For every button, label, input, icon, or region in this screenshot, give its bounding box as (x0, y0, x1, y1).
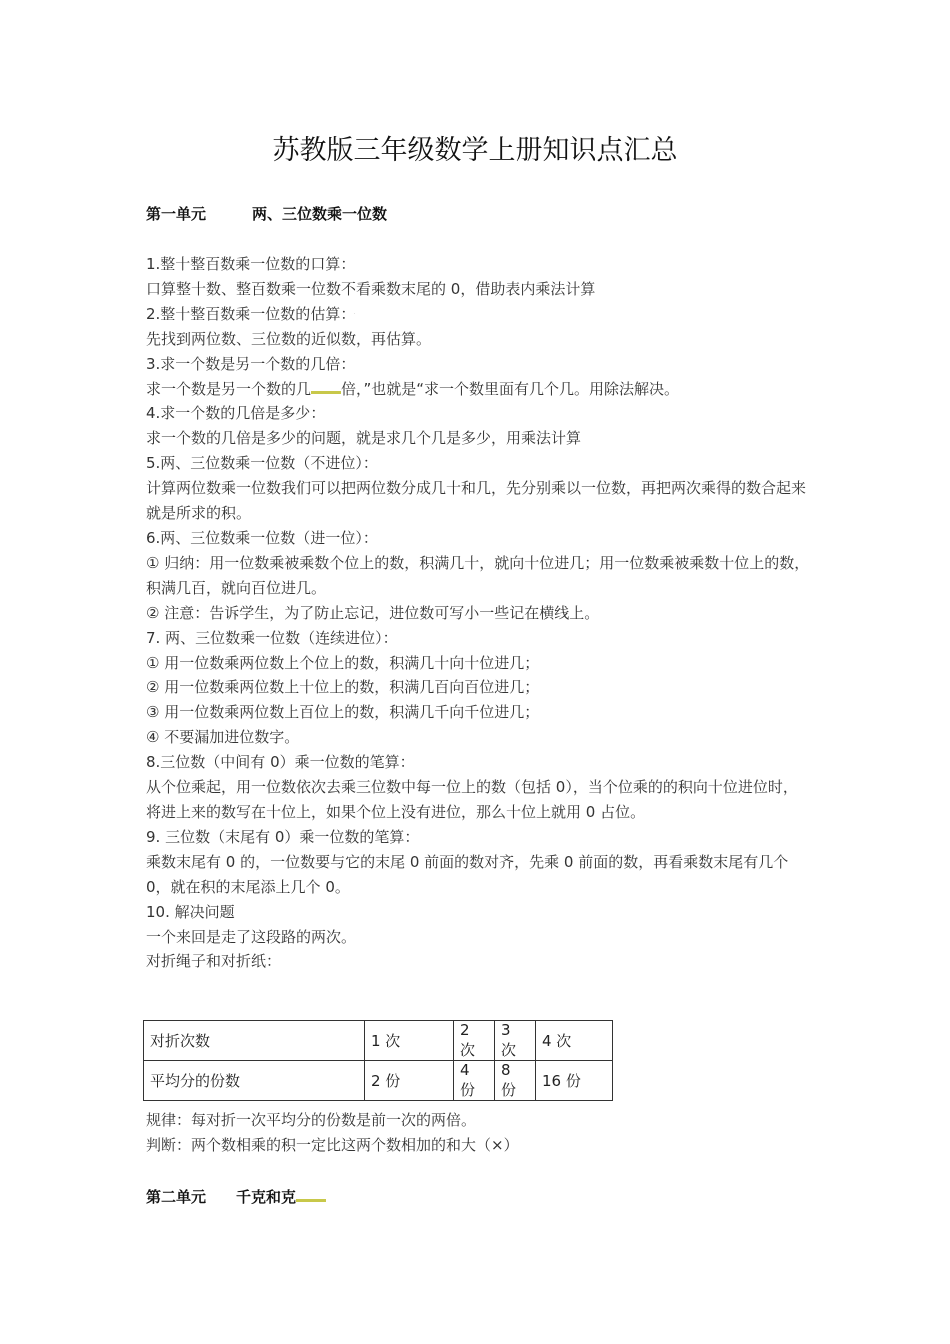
unit1-label: 第一单元 (146, 205, 207, 223)
fold-table (143, 1020, 613, 1101)
line-9: 5.两、三位数乘一位数（不进位）： (146, 454, 378, 473)
table-row (144, 1061, 613, 1101)
line-3: 2.整十整百数乘一位数的估算： · (146, 304, 356, 323)
unit2-name: 千克和克 (236, 1188, 297, 1206)
unit1-content (146, 252, 811, 974)
line-22: 乘数末尾有 0 的，一位数要与它的末尾 0 前面的数对齐，先乘 0 前面的数，再看乘数末尾有几个 0，就在积的末尾添上几个 0。 (146, 852, 789, 896)
unit1-name: 两、三位数乘一位数 (252, 205, 388, 223)
line-6: 求一个数是另一个数的几 倍，”也就是“求一个数里面有几个几。用除法解决。 (146, 379, 680, 398)
table-cell: 16 份 (536, 1061, 613, 1101)
document-title: 苏教版三年级数学上册知识点汇总 (272, 135, 678, 166)
table-cell: 8 份 (495, 1061, 536, 1101)
highlight-mark (296, 1187, 326, 1202)
line-12: ① 归纳：用一位数乘被乘数个位上的数，积满几十，就向十位进几；用一位数乘被乘数十位上的数，积满几百，就向百位进几。 (146, 553, 810, 597)
line-8: 求一个数的几倍是多少的问题，就是求几个几是多少，用乘法计算 (146, 429, 582, 448)
line-18: ④ 不要漏加进位数字。 (146, 728, 300, 747)
line-15: ① 用一位数乘两位数上个位上的数，积满几十向十位进几； (146, 653, 540, 672)
line-5: 3.求一个数是另一个数的几倍： (146, 354, 356, 373)
line-7: 4.求一个数的几倍是多少： (146, 404, 326, 423)
rule-line: 规律：每对折一次平均分的份数是前一次的两倍。 (146, 1111, 477, 1129)
table-cell: 2 次 (454, 1021, 495, 1061)
line-10: 计算两位数乘一位数我们可以把两位数分成几十和几，先分别乘以一位数，再把两次乘得的数合起来就是所求的积。 (146, 479, 807, 523)
table-cell: 2 份 (365, 1061, 454, 1101)
table-cell: 1 次 (365, 1021, 454, 1061)
line-2: 口算整十数、整百数乘一位数不看乘数末尾的 0，借助表内乘法计算 (146, 279, 596, 298)
table-cell: 平均分的份数 (144, 1061, 365, 1101)
line-4: 先找到两位数、三位数的近似数，再估算。 (146, 329, 432, 348)
table-cell: 3 次 (495, 1021, 536, 1061)
unit2-label: 第二单元 (146, 1188, 207, 1206)
unit1-heading (146, 203, 387, 224)
line-14: 7. 两、三位数乘一位数（连续进位）： (146, 628, 398, 647)
line-1: 1.整十整百数乘一位数的口算： (146, 255, 356, 273)
table-cell: 对折次数 (144, 1021, 365, 1061)
line-17: ③ 用一位数乘两位数上百位上的数，积满几千向千位进几； (146, 703, 540, 722)
judge-line: 判断：两个数相乘的积一定比这两个数相加的和大（×） (146, 1135, 519, 1154)
after-table-content (146, 1108, 811, 1158)
table-cell: 4 次 (536, 1021, 613, 1061)
line-16: ② 用一位数乘两位数上十位上的数，积满几百向百位进几； (146, 678, 540, 697)
line-13: ② 注意：告诉学生，为了防止忘记，进位数可写小一些记在横线上。 (146, 603, 600, 622)
unit2-heading (146, 1186, 326, 1207)
line-11: 6.两、三位数乘一位数（进一位）： (146, 529, 378, 548)
line-19: 8.三位数（中间有 0）乘一位数的笔算： (146, 753, 415, 772)
line-20: 从个位乘起，用一位数依次去乘三位数中每一位上的数（包括 0），当个位乘的的积向十位进位时，将进上来的数写在十位上，如果个位上没有进位，那么十位上就用 0 占位。 (146, 778, 798, 821)
line-21: 9. 三位数（末尾有 0）乘一位数的笔算： (146, 827, 420, 846)
line-24: 一个来回是走了这段路的两次。 (146, 927, 357, 946)
line-23: 10. 解决问题 (146, 902, 235, 921)
table-row (144, 1021, 613, 1061)
highlight-mark (311, 379, 341, 394)
table-cell: 4 份 (454, 1061, 495, 1101)
line-25: 对折绳子和对折纸： (146, 952, 282, 971)
